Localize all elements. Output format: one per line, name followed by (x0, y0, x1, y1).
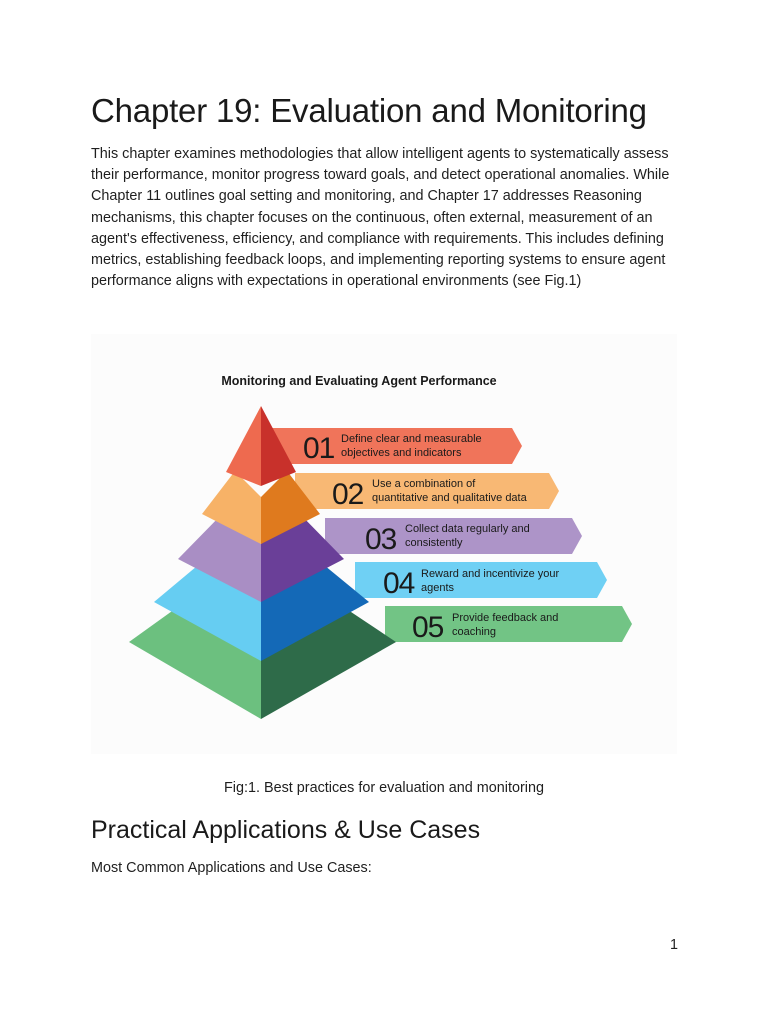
step-banner-3 (325, 518, 582, 556)
step-text-2a: Use a combination of (372, 478, 476, 490)
step-text-3a: Collect data regularly and (405, 523, 530, 535)
step-number-2: 02 (332, 478, 364, 511)
step-text-4a: Reward and incentivize your (421, 568, 560, 580)
step-number-4: 04 (383, 567, 415, 600)
figure-title: Monitoring and Evaluating Agent Performance (221, 374, 497, 388)
figure-caption: Fig:1. Best practices for evaluation and monitoring (224, 780, 544, 796)
pyramid-tier-1-left (226, 406, 261, 486)
section-subheading: Most Common Applications and Use Cases: (91, 860, 372, 876)
step-text-2b: quantitative and qualitative data (372, 492, 527, 504)
section-heading: Practical Applications & Use Cases (91, 816, 481, 844)
chapter-title: Chapter 19: Evaluation and Monitoring (91, 92, 647, 129)
step-text-4b: agents (421, 582, 455, 594)
step-banner-2 (295, 473, 559, 511)
step-text-3b: consistently (405, 537, 463, 549)
step-banner-5 (385, 606, 632, 644)
step-text-1a: Define clear and measurable (341, 433, 482, 445)
step-text-1b: objectives and indicators (341, 447, 462, 459)
step-text-5a: Provide feedback and (452, 612, 559, 624)
intro-paragraph: This chapter examines methodologies that allow intelligent agents to systematically assess their performance, monitor progress toward goals, and detect operational anomalies. While Chapter 11 outlines goal setting and monitoring, and Chapter 17 addresses Reasoning mechanisms, this chapter focuses on the continuous, often external, measurement of an agent's effectiveness, efficiency, and compliance with requirements. This includes defining metrics, establishing feedback loops, and implementing reporting systems to ensure agent performance aligns with expectations in operational environments (see Fig.1) (91, 146, 670, 290)
step-banner-1 (265, 428, 522, 465)
step-number-1: 01 (303, 432, 335, 465)
pyramid-figure (91, 334, 677, 754)
step-banner-4 (355, 562, 607, 600)
step-number-3: 03 (365, 523, 397, 556)
pyramid-diagram (91, 334, 677, 754)
step-text-5b: coaching (452, 626, 497, 638)
step-number-5: 05 (412, 611, 444, 644)
page-number: 1 (669, 937, 678, 953)
